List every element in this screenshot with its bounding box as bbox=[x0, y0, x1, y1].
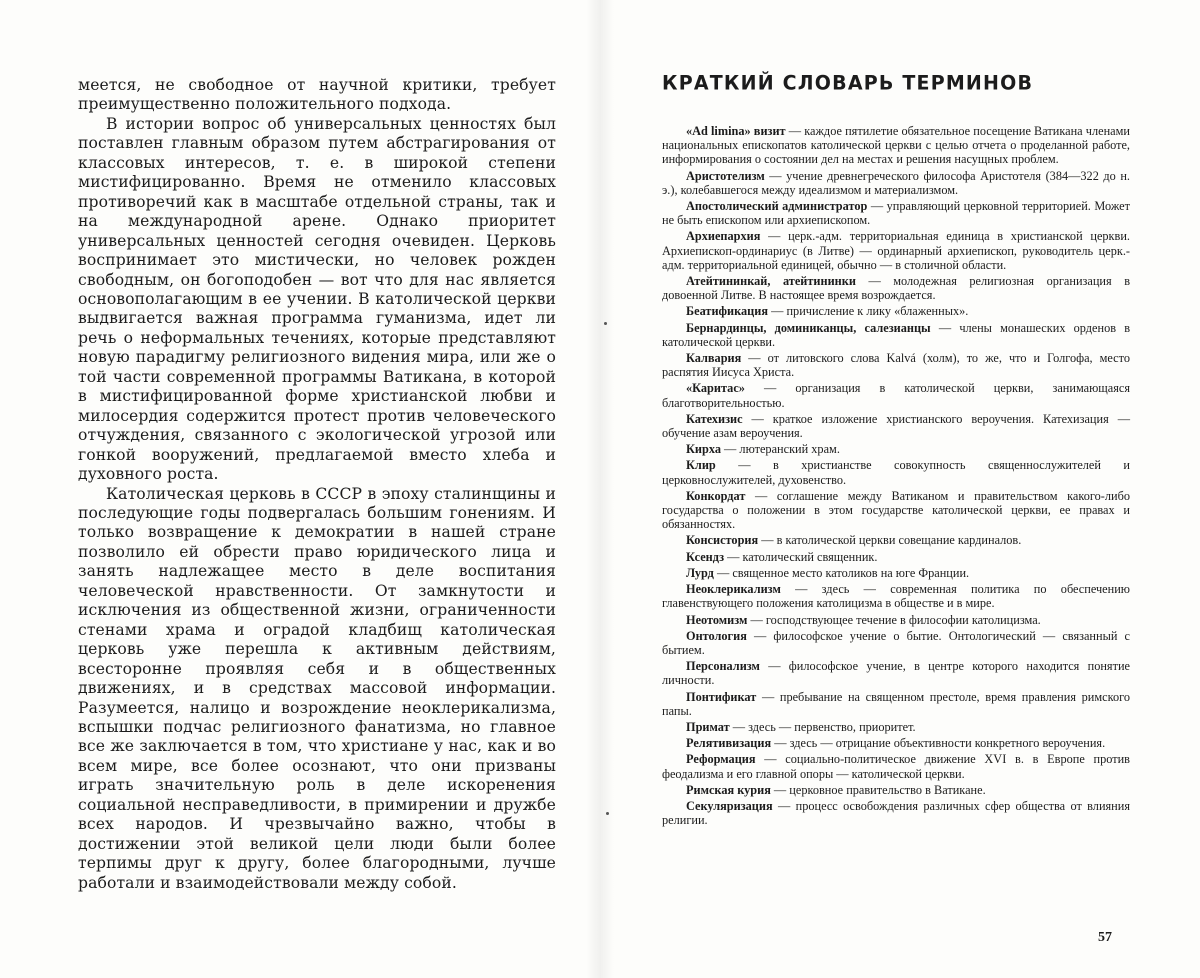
glossary-term: «Каритас» bbox=[686, 381, 745, 396]
glossary-term: Примат bbox=[686, 719, 730, 734]
glossary-entry bbox=[662, 752, 1130, 780]
glossary-term: Секуляризация bbox=[686, 798, 773, 813]
glossary-term: Архиепархия bbox=[686, 229, 761, 244]
glossary-definition: — здесь — отрицание объективности конкретного вероучения. bbox=[771, 736, 1106, 751]
glossary-entry bbox=[662, 690, 1130, 718]
glossary-definition: — от литовского слова Kalvá (холм), то же, что и Голгофа, место распятия Иисуса Христа. bbox=[662, 351, 1130, 380]
glossary-term: Реформация bbox=[686, 752, 756, 767]
glossary-entry bbox=[662, 799, 1130, 827]
paragraph: Католическая церковь в СССР в эпоху сталинщины и последующие годы подвергалась большим гонениям. И только возвращение к демократии в нашей стране позволило ей обрести право юридического лица и занять надлежащее место в деле воспитания человеческой нравственности. От замкнутости и исключения из общественной жизни, ограниченности стенами храма и оградой кладбищ католическая церковь уже перешла к активным действиям, всесторонне проявляя себя и в общественных движениях, и в средствах массовой информации. Разумеется, налицо и возрождение неоклерикализма, вспышки подчас религиозного фанатизма, но главное все же заключается в том, что христиане у нас, как и во всем мире, все более осознают, что они призваны играть значительную роль в деле искоренения социальной несправедливости, в примирении и дружбе всех народов. И чрезвычайно важно, чтобы в достижении этой великой цели люди были более терпимы друг к другу, более благородными, лучше работали и взаимодействовали между собой. bbox=[78, 484, 556, 892]
glossary-entry bbox=[662, 458, 1130, 486]
glossary-definition: — в католической церкви совещание кардиналов. bbox=[758, 533, 1022, 548]
glossary-entry bbox=[662, 659, 1130, 687]
paragraph: меется, не свободное от научной критики, требует преимущественно положительного подхода. bbox=[78, 76, 556, 114]
glossary-entry bbox=[662, 412, 1130, 440]
glossary-term: Кирха bbox=[686, 442, 721, 457]
glossary-term: Лурд bbox=[686, 565, 714, 580]
glossary-definition: — церковное правительство в Ватикане. bbox=[770, 782, 986, 797]
glossary-term: Консистория bbox=[686, 533, 759, 548]
glossary-term: Онтология bbox=[686, 628, 747, 643]
glossary-entry bbox=[662, 629, 1130, 657]
glossary-definition: — каждое пятилетие обязательное посещение Ватикана членами национальных епископатов католической церкви с целью отчета о проделанной работе, информирования о состоянии дел на местах и решения насущных проблем. bbox=[662, 124, 1130, 167]
glossary-list bbox=[662, 124, 1130, 827]
glossary-definition: — священное место католиков на юге Франции. bbox=[713, 565, 970, 580]
page-number: 57 bbox=[1098, 930, 1112, 945]
glossary-entry bbox=[662, 783, 1130, 797]
glossary-definition: — католический священник. bbox=[724, 549, 878, 564]
glossary-term: Конкордат bbox=[686, 488, 746, 503]
glossary-entry bbox=[662, 321, 1130, 349]
glossary-definition: — причисление к лику «блаженных». bbox=[768, 304, 969, 319]
glossary-definition: — здесь — первенство, приоритет. bbox=[729, 719, 916, 734]
glossary-entry bbox=[662, 582, 1130, 610]
glossary-term: Персонализм bbox=[686, 659, 760, 674]
scan-speck bbox=[606, 812, 609, 815]
glossary-entry bbox=[662, 274, 1130, 302]
glossary-title: КРАТКИЙ СЛОВАРЬ ТЕРМИНОВ bbox=[662, 71, 1034, 95]
glossary-term: Релятивизация bbox=[686, 736, 772, 751]
paragraph: В истории вопрос об универсальных ценностях был поставлен главным образом путем абстрагирования от классовых интересов, т. е. в широкой степени мистифицированно. Время не отменило классовых противоречий как в масштабе отдельной страны, так и на международной арене. Однако приоритет универсальных ценностей сегодня очевиден. Церковь воспринимает это мистически, но человек рожден свободным, он богоподобен — вот что для нас является основополагающим в ее учении. В католической церкви выдвигается важная программа гуманизма, идет ли речь о неформальных течениях, которые представляют новую парадигму религиозного видения мира, или же о той части современной программы Ватикана, в которой в мистифицированной форме христианской любви и милосердия содержится протест против человеческого отчуждения, связанного с экологической угрозой или гонкой вооружений, предлагаемой вместо хлеба и духовного роста. bbox=[78, 114, 556, 484]
glossary-term: Неотомизм bbox=[686, 612, 748, 627]
glossary-definition: — в христианстве совокупность священнослужителей и церковнослужителей, духовенство. bbox=[662, 458, 1130, 487]
glossary-entry bbox=[662, 533, 1130, 547]
glossary-page bbox=[662, 72, 1130, 829]
page-gutter bbox=[586, 0, 614, 978]
glossary-term: Ксендз bbox=[686, 549, 725, 564]
glossary-entry bbox=[662, 613, 1130, 627]
glossary-entry bbox=[662, 442, 1130, 456]
glossary-definition: — управляющий церковной территорией. Может не быть епископом или архиепископом. bbox=[662, 199, 1130, 228]
glossary-term: Понтификат bbox=[686, 689, 757, 704]
glossary-definition: — социально-политическое движение XVI в. в Европе против феодализма и его главной опоры — католической церкви. bbox=[662, 752, 1130, 781]
glossary-term: Римская курия bbox=[686, 782, 771, 797]
glossary-definition: — пребывание на священном престоле, время правления римского папы. bbox=[662, 689, 1130, 718]
glossary-definition: — соглашение между Ватиканом и правительством какого-либо государства о положении в этом государстве католической церкви, ее правах и обязанностях. bbox=[662, 488, 1130, 532]
glossary-term: Аристотелизм bbox=[686, 168, 765, 183]
glossary-entry bbox=[662, 351, 1130, 379]
scan-speck bbox=[604, 322, 607, 325]
glossary-term: Неоклерикализм bbox=[686, 582, 781, 597]
glossary-entry bbox=[662, 489, 1130, 532]
glossary-entry bbox=[662, 304, 1130, 318]
glossary-entry bbox=[662, 229, 1130, 272]
glossary-term: Апостолический администратор bbox=[686, 199, 868, 214]
glossary-definition: — философское учение, в центре которого находится понятие личности. bbox=[662, 659, 1130, 688]
glossary-definition: — здесь — современная политика по обеспечению главенствующего положения католицизма в обществе и в мире. bbox=[662, 582, 1130, 611]
glossary-term: Калвария bbox=[686, 351, 742, 366]
glossary-definition: — господствующее течение в философии католицизма. bbox=[747, 612, 1041, 627]
glossary-definition: — организация в католической церкви, занимающаяся благотворительностью. bbox=[662, 381, 1130, 410]
glossary-definition: — философское учение о бытие. Онтологический — связанный с бытием. bbox=[662, 628, 1130, 657]
glossary-term: Катехизис bbox=[686, 411, 743, 426]
glossary-definition: — члены монашеских орденов в католической церкви. bbox=[662, 320, 1131, 349]
glossary-definition: — краткое изложение христианского вероучения. Катехизация — обучение азам вероучения. bbox=[662, 411, 1130, 441]
glossary-term: Клир bbox=[686, 458, 716, 473]
glossary-definition: — лютеранский храм. bbox=[720, 442, 840, 457]
glossary-term: Бернардинцы, доминиканцы, салезианцы bbox=[686, 320, 931, 335]
glossary-entry bbox=[662, 381, 1130, 409]
glossary-term: «Ad limina» визит bbox=[686, 124, 786, 138]
glossary-entry bbox=[662, 720, 1130, 734]
glossary-entry bbox=[662, 550, 1130, 564]
glossary-definition: — процесс освобождения различных сфер общества от влияния религии. bbox=[662, 798, 1130, 828]
glossary-term: Беатификация bbox=[686, 304, 769, 319]
glossary-entry bbox=[662, 736, 1130, 750]
glossary-term: Атейтининкай, атейтининки bbox=[686, 274, 856, 289]
glossary-entry bbox=[662, 124, 1130, 167]
glossary-entry bbox=[662, 199, 1130, 227]
glossary-definition: — учение древнегреческого философа Аристотеля (384—322 до н. э.), колебавшегося между идеализмом и материализмом. bbox=[662, 168, 1130, 197]
glossary-entry bbox=[662, 566, 1130, 580]
glossary-definition: — церк.-адм. территориальная единица в христианской церкви. Архиепископ-ординариус (в Литве) — ординарный архиепископ, руководитель церк.-адм. территориальной единицей, обычно — в столичной области. bbox=[662, 229, 1130, 272]
left-page-text bbox=[78, 76, 556, 893]
glossary-entry bbox=[662, 169, 1130, 197]
glossary-definition: — молодежная религиозная организация в довоенной Литве. В настоящее время возрождается. bbox=[662, 274, 1130, 303]
